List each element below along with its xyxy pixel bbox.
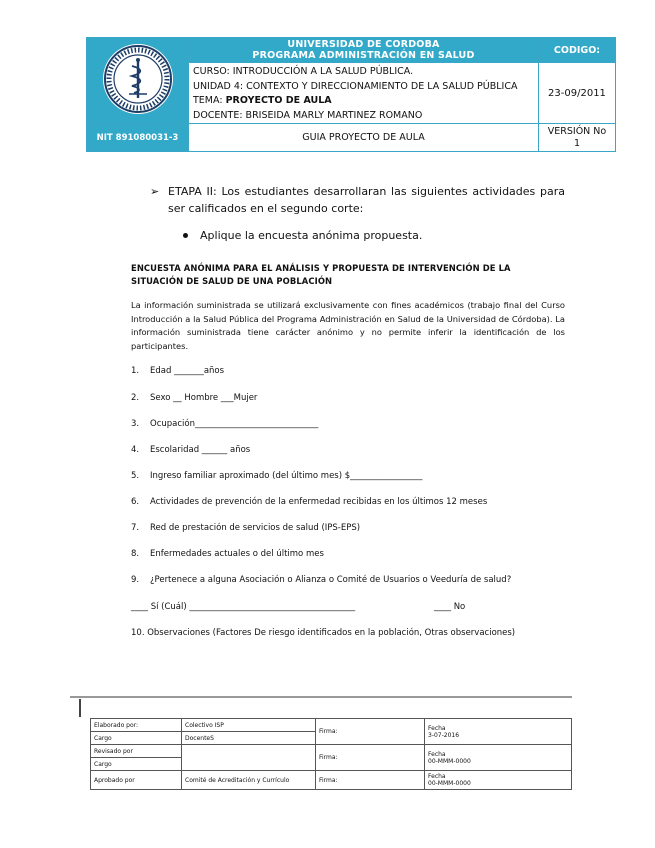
date-value: 00-MMM-0000 [428, 780, 471, 787]
question-text: Enfermedades actuales o del último mes [150, 549, 324, 559]
teacher-line: DOCENTE: BRISEIDA MARLY MARTINEZ ROMANO [193, 109, 423, 121]
codigo-label: CODIGO: [539, 38, 616, 63]
university-name: UNIVERSIDAD DE CORDOBA [287, 39, 440, 50]
bullet-text: Aplique la encuesta anónima propuesta. [200, 229, 423, 242]
question-number: 1. [131, 366, 140, 376]
elaborated-value: Colectivo ISP [182, 719, 316, 732]
version-cell [539, 124, 616, 152]
question-7 [131, 523, 360, 533]
signature-label-1: Firma: [316, 719, 425, 745]
unit-line: UNIDAD 4: CONTEXTO Y DIRECCIONAMIENTO DE LA SALUD PÚBLICA [193, 80, 518, 92]
question-text: Edad _______años [150, 366, 225, 376]
date-label: Fecha [428, 750, 446, 758]
cargo-label: Cargo [91, 732, 182, 745]
question-6 [131, 497, 487, 507]
version-number: 1 [573, 137, 581, 149]
question-number: 6. [131, 497, 140, 507]
footer-divider [70, 696, 572, 698]
question-3 [131, 419, 318, 429]
question-number: 3. [131, 419, 140, 429]
course-info [189, 63, 539, 124]
question-text: ¿Pertenece a alguna Asociación o Alianza o Comité de Usuarios o Veeduría de salud? [150, 575, 512, 585]
question-number: 8. [131, 549, 140, 559]
topic-value: PROYECTO DE AULA [225, 95, 332, 106]
topic-label: TEMA: [193, 95, 226, 106]
question-text: Escolaridad ______ años [150, 445, 251, 455]
cargo-value: DocenteS [182, 732, 316, 745]
approved-value: Comité de Acreditación y Currículo [182, 771, 316, 790]
arrow-bullet-icon: ➢ [150, 185, 160, 198]
survey-intro: La información suministrada se utilizará exclusivamente con fines académicos (trabajo final del Curso Introducción a la Salud Pública del Programa Administración en Salud de la Universidad de Córdoba). La información suministrada tiene carácter anónimo y no permite inferir la identificación de los participantes. [131, 300, 565, 351]
date-value: 00-MMM-0000 [428, 757, 471, 765]
university-seal-icon [101, 42, 175, 116]
logo-cell [87, 38, 189, 124]
question-9 [131, 575, 511, 585]
cargo2-label: Cargo [91, 758, 182, 771]
question-2 [131, 393, 257, 403]
question-10: 10. Observaciones (Factores De riesgo identificados en la población, Otras observaciones) [131, 628, 516, 638]
survey-title: ENCUESTA ANÓNIMA PARA EL ANÁLISIS Y PROPUESTA DE INTERVENCIÓN DE LA SITUACIÓN DE SALUD DE UNA POBLACIÓN [131, 263, 511, 286]
question-text: Ingreso familiar aproximado (del último mes) $_________________ [150, 471, 423, 481]
program-name: PROGRAMA ADMINISTRACIÓN EN SALUD [252, 50, 475, 61]
signature-label-3: Firma: [316, 771, 425, 790]
question-number: 4. [131, 445, 140, 455]
nit-label: NIT 891080031-3 [87, 124, 189, 152]
question-number: 5. [131, 471, 140, 481]
guide-title: GUIA PROYECTO DE AULA [189, 124, 539, 152]
date-cell-1 [425, 719, 572, 745]
footer-vertical-mark [79, 699, 81, 717]
elaborated-label: Elaborado por: [91, 719, 182, 732]
question-number: 2. [131, 393, 140, 403]
university-title [189, 38, 539, 63]
question-text: Ocupación_____________________________ [150, 419, 319, 429]
answer-no-line: ____ No [434, 602, 466, 612]
question-1 [131, 366, 224, 376]
stage-text: ETAPA II: Los estudiantes desarrollaran las siguientes actividades para ser calificados en el segundo corte: [168, 185, 565, 215]
question-text: Red de prestación de servicios de salud (IPS-EPS) [150, 523, 361, 533]
version-label: VERSIÓN No [547, 125, 607, 137]
signature-label-2: Firma: [316, 745, 425, 771]
question-5 [131, 471, 422, 481]
date-value: 3-07-2016 [428, 731, 460, 739]
date-cell-2 [425, 745, 572, 771]
bullet-item [183, 229, 422, 242]
document-date: 23-09/2011 [539, 63, 616, 124]
question-text: Sexo __ Hombre ___Mujer [150, 393, 258, 403]
topic-line [193, 94, 538, 109]
date-label: Fecha [428, 773, 446, 780]
approved-label: Aprobado por [91, 771, 182, 790]
question-number: 7. [131, 523, 140, 533]
document-header [86, 37, 615, 150]
date-cell-3 [425, 771, 572, 790]
question-8 [131, 549, 324, 559]
reviewed-label: Revisado por [91, 745, 182, 758]
reviewed-value [182, 745, 316, 771]
date-label: Fecha [428, 724, 446, 732]
approval-table [90, 718, 571, 790]
question-text: Actividades de prevención de la enfermedad recibidas en los últimos 12 meses [150, 497, 488, 507]
course-line: CURSO: INTRODUCCIÓN A LA SALUD PÚBLICA. [193, 66, 414, 77]
bullet-dot-icon [183, 233, 188, 238]
question-number: 9. [131, 575, 140, 585]
question-4 [131, 445, 250, 455]
stage-paragraph [150, 183, 565, 217]
answer-yes-line: ____ Sí (Cuál) _______________________________________ [131, 602, 356, 612]
